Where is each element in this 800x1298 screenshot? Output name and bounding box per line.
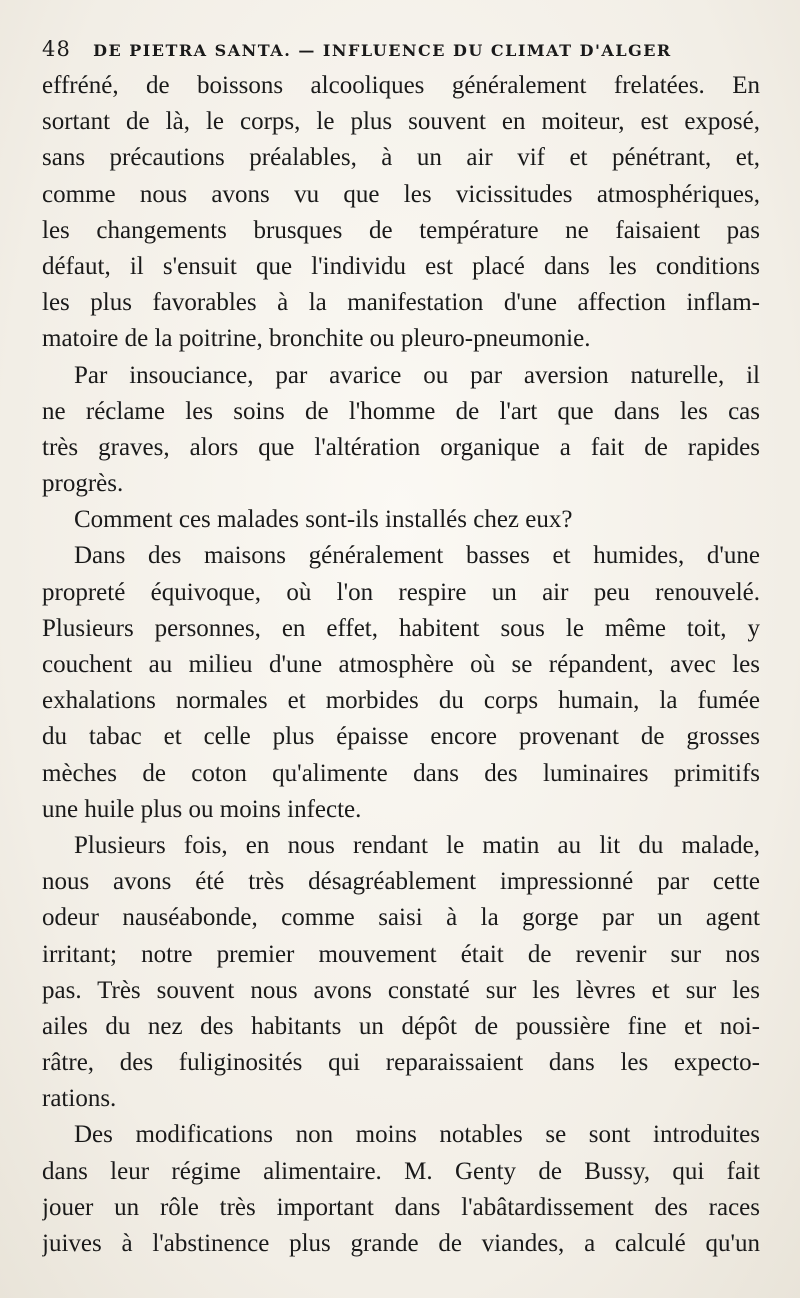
text-line: les plus favorables à la manifestation d'une affection inflam- bbox=[42, 289, 760, 317]
text-line: Plusieurs personnes, en effet, habitent sous le même toit, y bbox=[42, 614, 760, 642]
text-line: rations. bbox=[42, 1085, 117, 1113]
text-line: Plusieurs fois, en nous rendant le matin au lit du malade, bbox=[74, 831, 760, 859]
text-line: sans précautions préalables, à un air vif et pénétrant, et, bbox=[42, 144, 760, 172]
text-line: propreté équivoque, où l'on respire un air peu renouvelé. bbox=[42, 578, 760, 606]
text-line: défaut, il s'ensuit que l'individu est placé dans les conditions bbox=[42, 252, 760, 280]
text-line: couchent au milieu d'une atmosphère où se répandent, avec les bbox=[42, 651, 760, 678]
text-line: très graves, alors que l'altération organique a fait de rapides bbox=[42, 433, 760, 461]
text-line: effréné, de boissons alcooliques généralement frelatées. En bbox=[42, 72, 760, 99]
running-title: DE PIETRA SANTA. — INFLUENCE DU CLIMAT D'ALGER bbox=[93, 41, 672, 60]
text-line: du tabac et celle plus épaisse encore provenant de grosses bbox=[42, 723, 760, 751]
text-line: les changements brusques de température ne faisaient pas bbox=[42, 216, 760, 244]
text-line: irritant; notre premier mouvement était de revenir sur nos bbox=[42, 940, 760, 968]
text-line: Des modifications non moins notables se sont introduites bbox=[74, 1121, 760, 1149]
text-line: jouer un rôle très important dans l'abâtardissement des races bbox=[42, 1193, 760, 1221]
text-line: nous avons été très désagréablement impressionné par cette bbox=[42, 868, 760, 896]
text-line: odeur nauséabonde, comme saisi à la gorge par un agent bbox=[42, 904, 760, 932]
text-line: Par insouciance, par avarice ou par aversion naturelle, il bbox=[74, 361, 760, 389]
text-line: râtre, des fuliginosités qui reparaissaient dans les expecto- bbox=[42, 1049, 760, 1077]
text-line: mèches de coton qu'alimente dans des luminaires primitifs bbox=[42, 759, 760, 787]
text-line: Comment ces malades sont-ils installés chez eux? bbox=[74, 506, 573, 534]
text-line: juives à l'abstinence plus grande de viandes, a calculé qu'un bbox=[42, 1230, 760, 1257]
text-line: pas. Très souvent nous avons constaté sur les lèvres et sur les bbox=[42, 976, 760, 1004]
running-header bbox=[42, 30, 760, 68]
text-line: dans leur régime alimentaire. M. Genty de Bussy, qui fait bbox=[42, 1157, 760, 1185]
text-line: sortant de là, le corps, le plus souvent en moiteur, est exposé, bbox=[42, 108, 760, 136]
text-line: progrès. bbox=[42, 470, 124, 498]
page-number: 48 bbox=[42, 37, 72, 61]
text-line: ailes du nez des habitants un dépôt de poussière fine et noi- bbox=[42, 1012, 760, 1040]
text-line: matoire de la poitrine, bronchite ou pleuro-pneumonie. bbox=[42, 325, 591, 353]
body-text bbox=[42, 68, 760, 1262]
text-line: comme nous avons vu que les vicissitudes atmosphériques, bbox=[42, 180, 760, 208]
text-line: ne réclame les soins de l'homme de l'art que dans les cas bbox=[42, 397, 760, 425]
text-line: exhalations normales et morbides du corps humain, la fumée bbox=[42, 687, 760, 715]
text-line: Dans des maisons généralement basses et humides, d'une bbox=[74, 542, 760, 570]
text-line: une huile plus ou moins infecte. bbox=[42, 795, 362, 823]
